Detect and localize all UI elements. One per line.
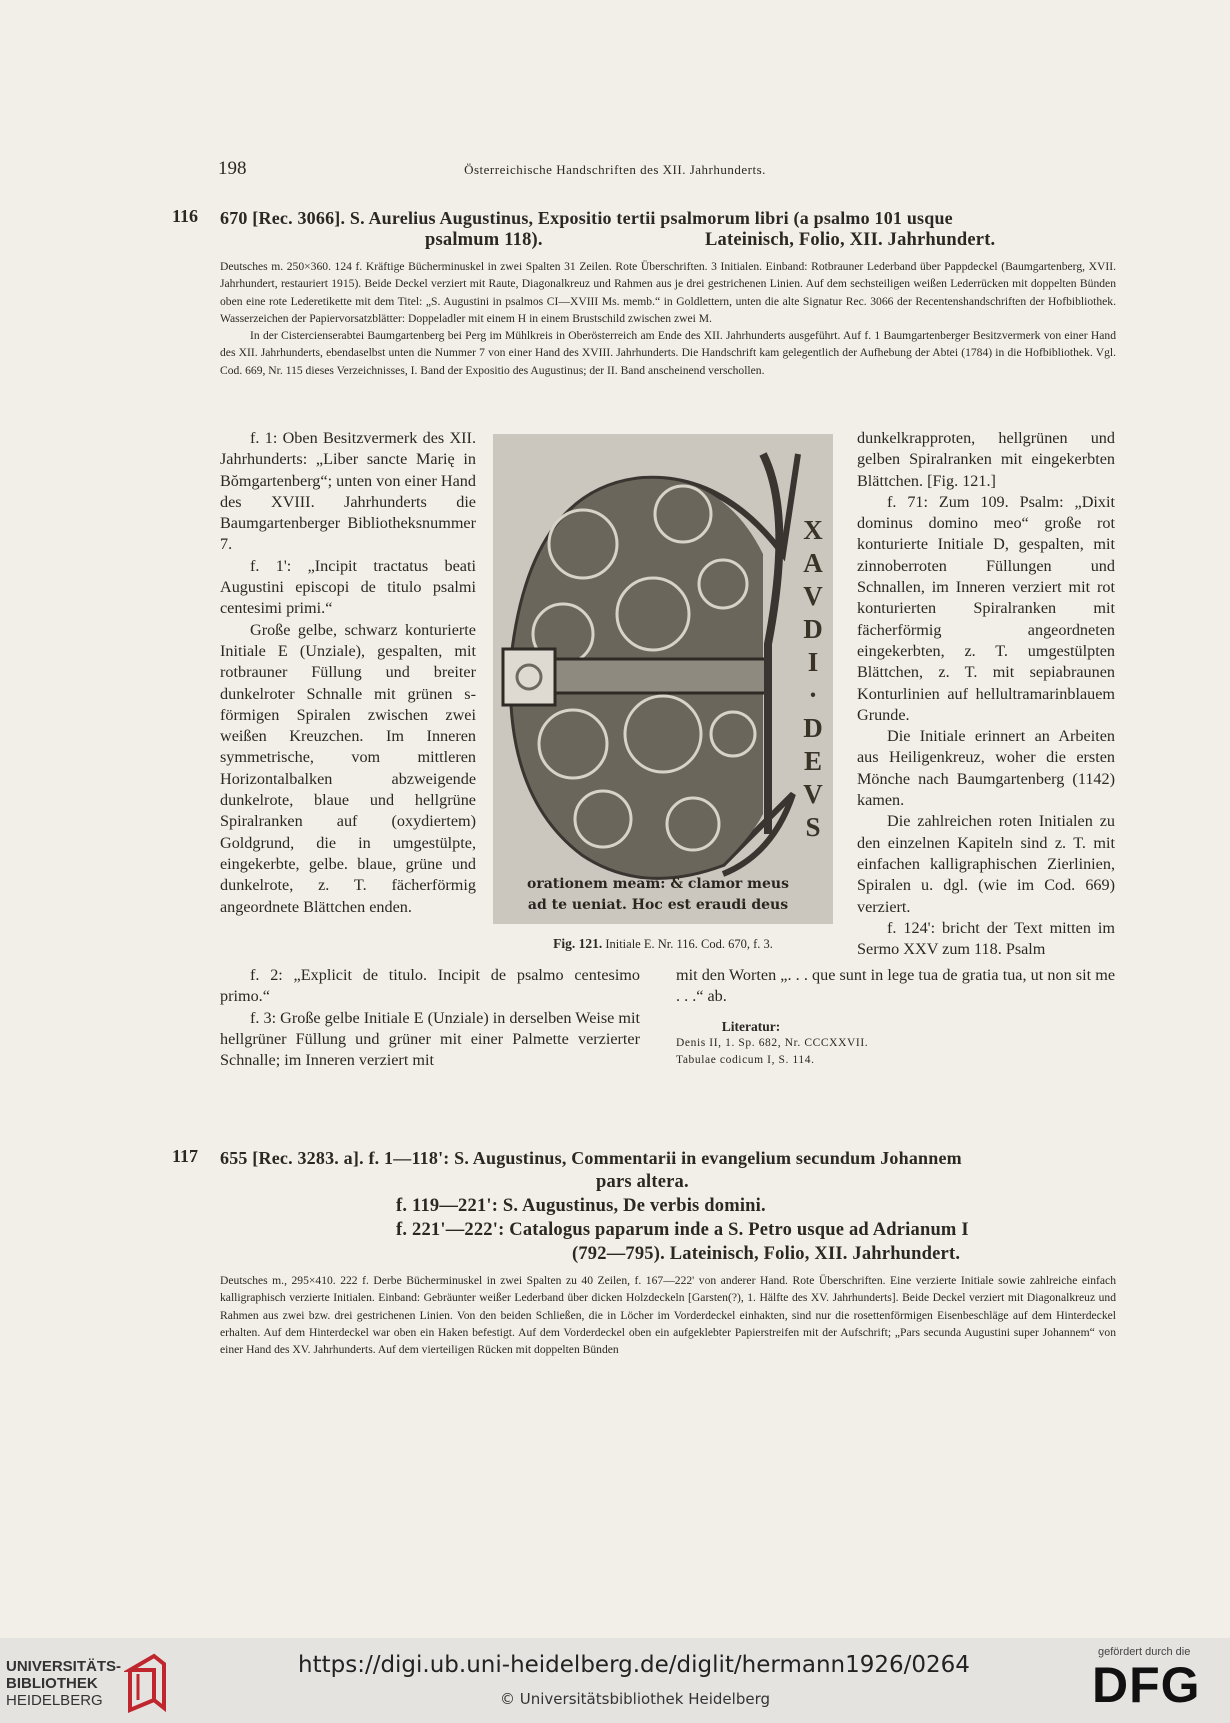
entry-116-lower-left xyxy=(220,965,640,1071)
right-para-1: dunkelkrapproten, hellgrünen und gelben Spiralranken mit eingekerbten Blättchen. [Fig. 121.] xyxy=(857,429,1115,490)
library-logo-text xyxy=(6,1658,121,1709)
vertical-letters xyxy=(793,514,833,844)
fig-letter: S xyxy=(805,812,821,842)
entry-117-desc: Deutsches m., 295×410. 222 f. Derbe Bücherminuskel in zwei Spalten zu 40 Zeilen, f. 167—222' von anderer Hand. Rote Überschriften. Eine verzierte Initiale sowie zahlreiche einfach kalligraphisch verzierte Initialen. Einband: Gebräunter weißer Lederband über dicken Holzdeckeln [Garsten(?), 1. Hälfte des XV. Jahrhunderts]. Beide Deckel verziert mit Diagonalkreuz und Rahmen aus zwei bzw. drei gestrichenen Linien. Von den beiden Schließen, die in Löcher im Vorderdeckel einhakten, sind nur die rosettenförmigen Eisenbeschläge auf dem Hinterdeckel erhalten. Auf dem Hinterdeckel war oben ein Haken befestigt. Auf dem Vorderdeckel oben ein aufgeklebter Papierstreifen mit der Aufschrift; „Pars secunda Augustini super Johannem“ von einer Hand des XV. Jahrhunderts. Auf dem vierteiligen Rücken mit doppelten Bünden xyxy=(220,1274,1116,1357)
dfg-logo: DFG xyxy=(1092,1657,1201,1713)
entry-116-title-line1: 670 [Rec. 3066]. S. Aurelius Augustinus, Expositio tertii psalmorum libri (a psalmo 101 usque xyxy=(220,208,953,228)
logo-line: BIBLIOTHEK xyxy=(6,1675,98,1692)
entry-117-line4: f. 221'—222': Catalogus paparum inde a S. Petro usque ad Adrianum I xyxy=(396,1220,969,1240)
right-para-3: Die Initiale erinnert an Arbeiten aus Heiligenkreuz, woher die ersten Mönche nach Baumgartenberg (1142) kamen. xyxy=(857,727,1115,810)
running-title: Österreichische Handschriften des XII. Jahrhunderts. xyxy=(464,162,766,177)
figure-caption xyxy=(493,936,833,952)
lower-left-para-2: f. 3: Große gelbe Initiale E (Unziale) in derselben Weise mit hellgrüner Füllung und grüner mit einer Palmette verzierter Schnalle; im Inneren verziert mit xyxy=(220,1008,640,1070)
fig-letter: E xyxy=(803,746,822,776)
permalink-url[interactable]: https://digi.ub.uni-heidelberg.de/diglit/hermann1926/0264 xyxy=(298,1652,970,1678)
funded-by-label: gefördert durch die xyxy=(1098,1646,1191,1658)
entry-116-lower-right xyxy=(676,965,1115,1008)
viewer-footer xyxy=(0,1638,1230,1723)
figure-script-text xyxy=(493,874,823,916)
entry-116-description xyxy=(220,258,1116,379)
logo-line: UNIVERSITÄTS- xyxy=(6,1658,122,1675)
left-para-2: f. 1': „Incipit tractatus beati Augustini episcopi de titulo psalmi centesimi primi.“ xyxy=(220,556,476,618)
script-line-1: orationem meam: & clamor meus xyxy=(527,876,789,892)
fig-letter: D xyxy=(803,614,823,644)
literatur-block xyxy=(676,1018,976,1069)
figure-initial-e xyxy=(493,434,833,924)
lower-left-para-1: f. 2: „Explicit de titulo. Incipit de psalmo centesimo primo.“ xyxy=(220,966,640,1006)
fig-letter: V xyxy=(803,581,823,611)
script-line-2: ad te ueniat. Hoc est eraudi deus xyxy=(527,897,789,913)
logo-line: HEIDELBERG xyxy=(6,1692,103,1709)
right-para-2: f. 71: Zum 109. Psalm: „Dixit dominus domino meo“ große rot konturierte Initiale D, gespalten, mit zinnoberroten Füllungen und Schnallen, im Inneren verziert mit rot konturierten Spiralranken mit fächerförmig angeordneten eingekerbten, z. T. umgestülpten Blättchen, z. T. mit sepiabraunen Konturlinien auf hellultramarinblauem Grunde. xyxy=(857,492,1115,724)
page-number: 198 xyxy=(218,158,247,179)
entry-116-title-line2a: psalmum 118). xyxy=(425,230,543,250)
fig-letter: A xyxy=(803,548,823,578)
initial-e-illumination xyxy=(493,434,833,924)
entry-117-line5: (792—795). Lateinisch, Folio, XII. Jahrhundert. xyxy=(572,1244,961,1264)
entry-116-left-column xyxy=(220,428,476,918)
literatur-heading: Literatur: xyxy=(721,1019,781,1034)
figure-caption-label: Fig. 121. xyxy=(553,936,603,951)
entry-number-117: 117 xyxy=(172,1146,199,1166)
right-para-5: f. 124': bricht der Text mitten im Sermo XXV zum 118. Psalm xyxy=(857,918,1115,959)
library-logo-icon xyxy=(124,1650,170,1714)
entry-number-116: 116 xyxy=(172,206,199,226)
right-para-4: Die zahlreichen roten Initialen zu den einzelnen Kapiteln sind z. T. mit einfachen kalligraphischen Zierlinien, Spiralen u. dgl. (wie im Cod. 669) verziert. xyxy=(857,812,1115,916)
figure-caption-text: Initiale E. Nr. 116. Cod. 670, f. 3. xyxy=(605,937,773,951)
left-para-3: Große gelbe, schwarz konturierte Initiale E (Unziale), gespalten, mit rotbrauner Füllung und breiter dunkelroter Schnalle mit grünen s-förmigen Spiralen zwischen zwei weißen Kreuzchen. Im Inneren symmetrische, vom mittleren Horizontalbalken abzweigende dunkelrote, blaue und hellgrüne Spiralranken auf (oxydiertem) Goldgrund, die in umgestülpte, eingekerbte, gelbe. blaue, grüne und dunkelrote, z. T. fächerförmig angeordnete Blättchen enden. xyxy=(220,620,476,916)
copyright-notice: © Universitätsbibliothek Heidelberg xyxy=(500,1690,771,1708)
entry-116-title-line2b: Lateinisch, Folio, XII. Jahrhundert. xyxy=(705,230,996,250)
entry-117-description xyxy=(220,1272,1116,1358)
fig-letter: D xyxy=(803,713,823,743)
literatur-item: Denis II, 1. Sp. 682, Nr. CCCXXVII. xyxy=(676,1037,869,1049)
literatur-item: Tabulae codicum I, S. 114. xyxy=(676,1054,815,1066)
entry-117-line1: 655 [Rec. 3283. a]. f. 1—118': S. Augustinus, Commentarii in evangelium secundum Johannem xyxy=(220,1148,962,1168)
fig-letter: V xyxy=(803,779,823,809)
left-para-1: f. 1: Oben Besitzvermerk des XII. Jahrhunderts: „Liber sancte Marię in Bŏmgartenberg“; unten von einer Hand des XVIII. Jahrhunderts die Baumgartenberger Bibliotheksnummer 7. xyxy=(220,429,476,554)
fig-letter: I xyxy=(807,647,819,677)
entry-116-desc-1: Deutsches m. 250×360. 124 f. Kräftige Bücherminuskel in zwei Spalten 31 Zeilen. Rote Überschriften. 3 Initialen. Einband: Rotbrauner Lederband über Pappdeckel (Baumgartenberg, XVII. Jahrhundert, restauriert 1915). Beide Deckel verziert mit Raute, Diagonalkreuz und Rahmen aus je drei gestrichenen Linien. Auf dem sechsteiligen weißen Lederrücken mit doppelten Bünden oben eine rote Lederetikette mit dem Titel: „S. Augustini in psalmos CI—XVIII Ms. memb.“ in Goldlettern, unten die alte Signatur Rec. 3066 der Recentenshandschriften der Hofbibliothek. Wasserzeichen der Papiervorsatzblätter: Doppeladler mit einem H in einem Brustschild zwischen zwei M. xyxy=(220,260,1116,325)
entry-117-line2: pars altera. xyxy=(596,1172,689,1192)
entry-116-right-column xyxy=(857,428,1115,960)
entry-117-line3: f. 119—221': S. Augustinus, De verbis domini. xyxy=(396,1196,766,1216)
lower-right-para: mit den Worten „. . . que sunt in lege tua de gratia tua, ut non sit me . . .“ ab. xyxy=(676,966,1115,1006)
fig-letter: · xyxy=(808,680,818,710)
entry-116-desc-2: In der Cistercienserabtei Baumgartenberg bei Perg im Mühlkreis in Oberösterreich am Ende des XII. Jahrhunderts ausgeführt. Auf f. 1 Baumgartenberger Besitzvermerk von einer Hand des XII. Jahrhunderts, ebendaselbst unten die Nummer 7 von einer Hand des XVIII. Jahrhunderts. Die Handschrift kam gelegentlich der Aufhebung der Abtei (1784) in die Hofbibliothek. Vgl. Cod. 669, Nr. 115 dieses Verzeichnisses, I. Band der Expositio des Augustinus; der II. Band anscheinend verschollen. xyxy=(220,329,1116,377)
fig-letter: X xyxy=(803,515,823,545)
